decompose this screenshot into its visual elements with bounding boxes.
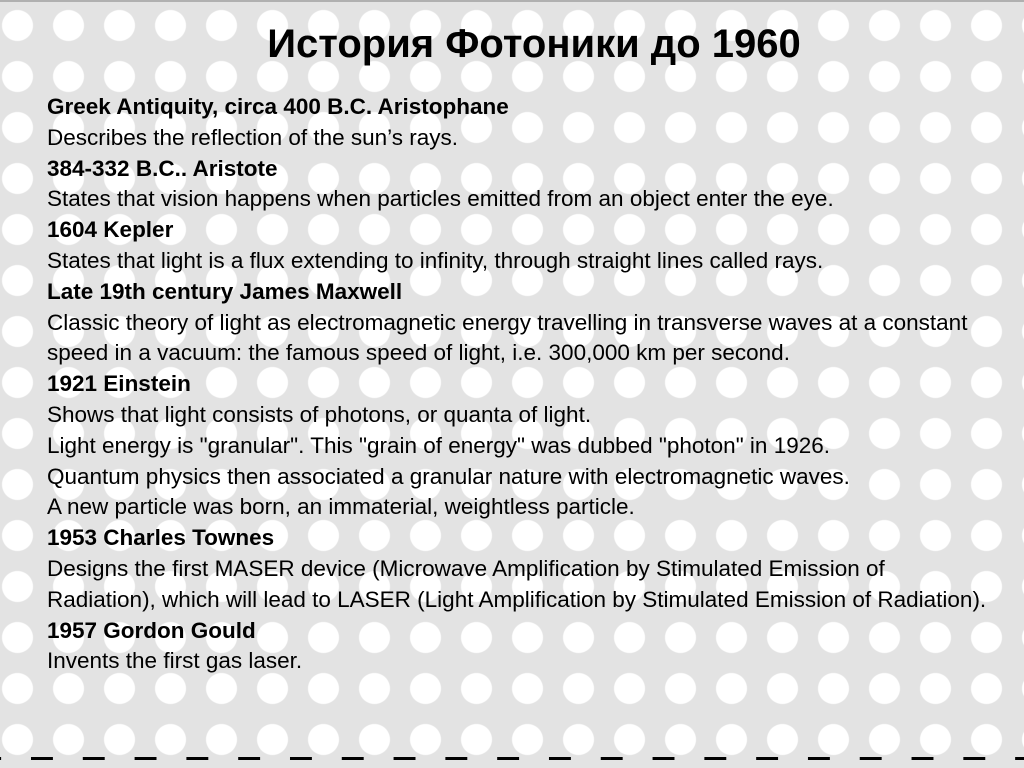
entry-heading: 384-332 B.C.. Aristote [47,155,278,181]
timeline-entry-einstein [47,369,987,523]
entry-heading: Greek Antiquity, circa 400 B.C. Aristophane [47,94,509,119]
entry-text: Designs the first MASER device (Microwave Amplification by Stimulated Emission of Radiation), which will lead to LASER (Light Amplification by Stimulated Emission of Radiation). [47,555,987,612]
slide-title: История Фотоники до 1960 [267,22,801,66]
entry-text: Quantum physics then associated a granular nature with electromagnetic waves. [47,463,850,489]
entry-heading: 1953 Charles Townes [47,525,275,551]
entry-text: Describes the reflection of the sun’s rays. [47,124,459,150]
entry-heading: Late 19th century James Maxwell [47,278,403,304]
timeline-entry-gould [47,616,987,678]
timeline-content [47,92,987,677]
entry-text: States that light is a flux extending to infinity, through straight lines called rays. [47,247,824,273]
entry-text: Shows that light consists of photons, or quanta of light. [47,401,592,427]
timeline-entry-kepler [47,215,987,277]
entry-text: Light energy is "granular". This "grain of energy" was dubbed "photon" in 1926. [47,432,830,458]
entry-heading: 1604 Kepler [47,217,174,243]
timeline-entry-aristophane [47,92,987,154]
entry-heading: 1921 Einstein [47,371,191,397]
top-rule [0,0,1024,2]
entry-text: A new particle was born, an immaterial, weightless particle. [47,494,635,520]
entry-text: States that vision happens when particles emitted from an object enter the eye. [47,186,834,212]
timeline-entry-aristote [47,154,987,216]
entry-text: Classic theory of light as electromagnetic energy travelling in transverse waves at a constant speed in a vacuum: the famous speed of light, i.e. 300,000 km per second. [47,309,968,366]
timeline-entry-townes [47,523,987,615]
timeline-entry-maxwell [47,277,987,369]
dashed-footer-rule [0,757,1024,760]
entry-heading: 1957 Gordon Gould [47,617,256,643]
entry-text: Invents the first gas laser. [47,648,303,674]
